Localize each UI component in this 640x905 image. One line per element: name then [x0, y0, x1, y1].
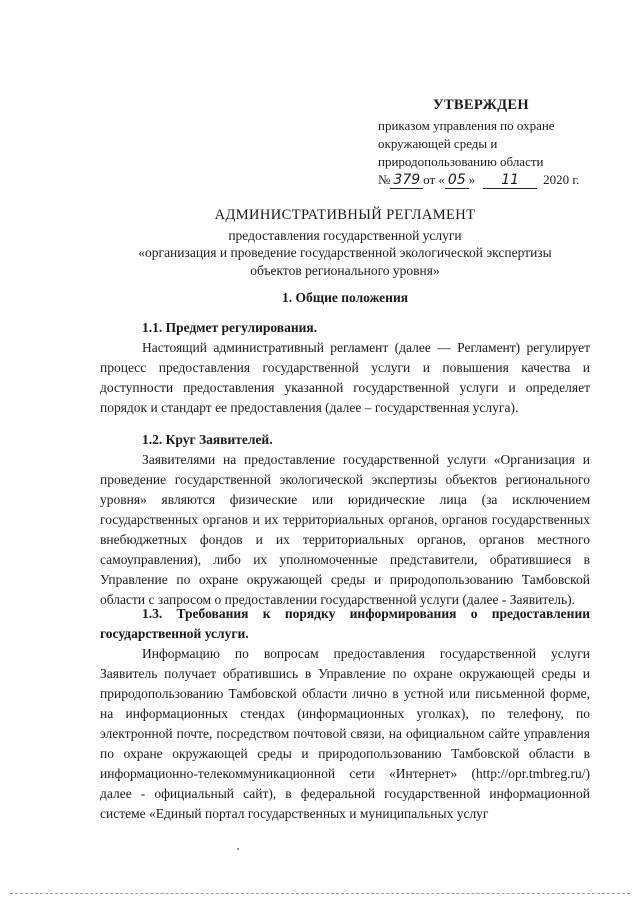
order-number: 379 [390, 173, 423, 189]
section-1-1-heading: 1.1. Предмет регулирования. [142, 320, 318, 335]
title-main: АДМИНИСТРАТИВНЫЙ РЕГЛАМЕНТ [214, 207, 476, 223]
order-year: 2020 г. [543, 172, 580, 187]
section-1-1-text: Настоящий административный регламент (далее — Регламент) регулирует процесс предоставления государственной услуги и повышения качества и доступности предоставления указанной государственной услуги и определяет порядок и стандарт ее предоставления (далее – государственная услуга). [100, 340, 590, 415]
section-1-1 [100, 318, 590, 418]
document-title [100, 207, 590, 279]
order-number-line [378, 171, 618, 189]
section-1-2-heading: 1.2. Круг Заявителей. [142, 432, 273, 447]
order-day: 05 [445, 173, 469, 189]
scan-edge-line [10, 893, 630, 894]
scan-speck [237, 848, 239, 850]
number-sign: № [378, 172, 391, 187]
section-1-3-heading: 1.3. Требования к порядку информирования о предоставлении государственной услуги. [100, 606, 590, 641]
section-1-2 [100, 430, 590, 610]
section-1-heading: 1. Общие положения [281, 290, 409, 305]
title-line-3: объектов регионального уровня» [250, 262, 440, 278]
approval-block [378, 96, 618, 189]
from-label: от « [423, 172, 445, 187]
approval-line-2: окружающей среды и [378, 136, 498, 151]
section-1-2-text: Заявителями на предоставление государственной услуги «Организация и проведение государственной экологической экспертизы объектов регионального уровня» являются физические или юридические лица (за исключением государственных органов и их территориальных органов, органов государственных внебюджетных фондов и их территориальных органов, органов местного самоуправления), либо их уполномоченные представители, обратившиеся в Управление по охране окружающей среды и природопользованию Тамбовской области с запросом о предоставлении государственной услуги (далее - Заявитель). [100, 452, 590, 607]
close-quote: » [468, 172, 476, 187]
approval-line-1: приказом управления по охране [378, 118, 555, 133]
section-1-3-text: Информацию по вопросам предоставления государственной услуги Заявитель получает обратившись в Управление по охране окружающей среды и природопользованию Тамбовской области лично в устной или письменной форме, на информационных стендах (информационных уголках), по телефону, по электронной почте, посредством почтовой связи, на официальном сайте управления по охране окружающей среды и природопользованию Тамбовской области в информационно-телекоммуникационной сети «Интернет» (http://opr.tmbreg.ru/) далее - официальный сайт), в федеральной государственной информационной системе «Единый портал государственных и муниципальных услуг [100, 646, 590, 821]
section-1-3 [100, 604, 590, 824]
approval-header: УТВЕРЖДЕН [433, 97, 529, 113]
approval-line-3: природопользованию области [378, 154, 544, 169]
order-month: 11 [483, 173, 537, 189]
title-line-1: предоставления государственной услуги [228, 227, 462, 243]
title-line-2: «организация и проведение государственной экологической экспертизы [138, 245, 552, 260]
